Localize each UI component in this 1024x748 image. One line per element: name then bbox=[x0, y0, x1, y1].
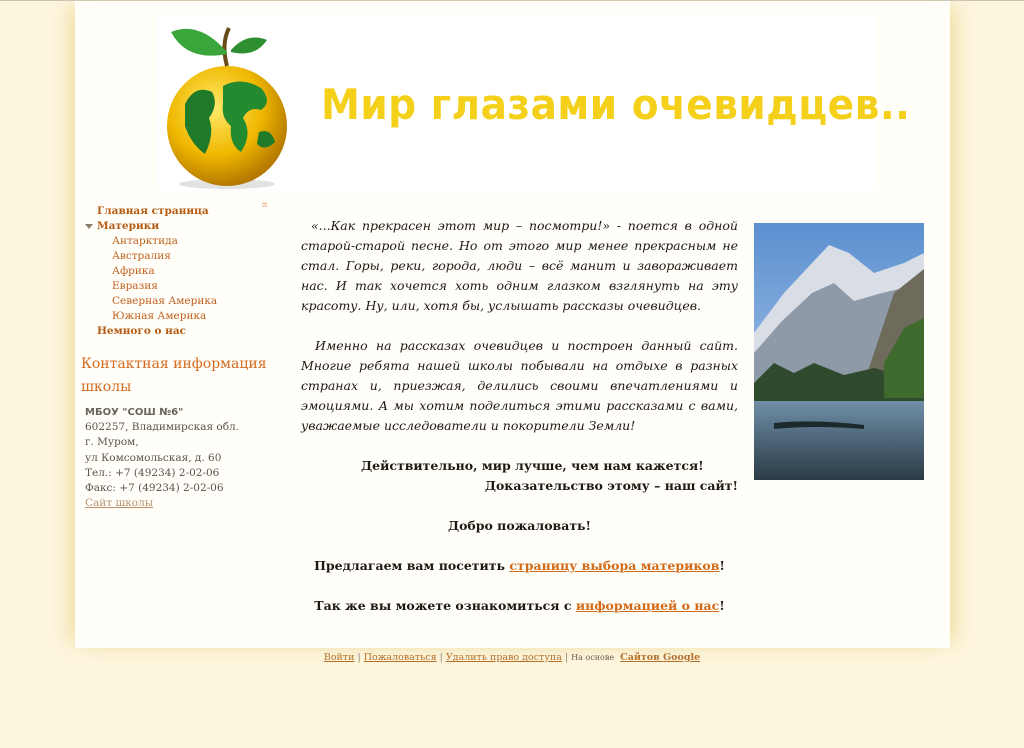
site-title: Мир глазами очевидцев.. bbox=[321, 80, 911, 129]
intro-paragraph: «...Как прекрасен этот мир – посмотри!» - поется в одной старой-старой песне. Но от этого мир менее прекрасным не стал. Горы, реки, города, люди – всё манит и завораживает нас. И так хочется хоть одним глазком взглянуть на эту красоту. Ну, или, хотя бы, услышать рассказы очевидцев. bbox=[301, 218, 738, 313]
main-content bbox=[301, 216, 738, 616]
remove-access-link[interactable]: Удалить право доступа bbox=[445, 652, 562, 663]
based-on-text: На основе bbox=[571, 653, 615, 662]
separator: | bbox=[357, 652, 361, 663]
info-text: Так же вы можете ознакомиться с bbox=[314, 598, 576, 613]
offer-punct: ! bbox=[719, 558, 725, 573]
expand-triangle-icon[interactable] bbox=[85, 224, 93, 229]
google-sites-link[interactable]: Сайтов Google bbox=[620, 652, 701, 663]
slogan-line-1: Действительно, мир лучше, чем нам кажется! bbox=[361, 458, 704, 473]
about-us-link[interactable]: информацией о нас bbox=[575, 598, 720, 613]
info-punct: ! bbox=[719, 598, 725, 613]
nav-materials-label: Материки bbox=[97, 220, 160, 232]
page-container bbox=[75, 1, 950, 648]
contact-title: Контактная информация школы bbox=[81, 356, 267, 395]
nav-item-antarctica[interactable]: Антарктида bbox=[112, 235, 178, 247]
nav-materials[interactable] bbox=[85, 219, 285, 234]
contact-info bbox=[85, 405, 285, 511]
contact-line: ул Комсомольская, д. 60 bbox=[85, 451, 222, 464]
offer-line bbox=[301, 556, 738, 576]
welcome-text: Добро пожаловать! bbox=[447, 518, 592, 533]
nav-item-eurasia[interactable]: Евразия bbox=[112, 280, 158, 292]
contact-line: 602257, Владимирская обл. bbox=[85, 421, 240, 434]
continents-link[interactable]: страницу выбора материков bbox=[509, 558, 720, 573]
login-link[interactable]: Войти bbox=[323, 652, 355, 663]
sidebar-nav bbox=[85, 204, 285, 339]
nav-about[interactable]: Немного о нас bbox=[97, 325, 187, 337]
school-name: МБОУ "СОШ №6" bbox=[85, 407, 184, 418]
school-site-link[interactable]: Сайт школы bbox=[85, 497, 154, 510]
nav-item-north-america[interactable]: Северная Америка bbox=[112, 295, 218, 307]
apple-globe-logo bbox=[157, 14, 297, 190]
nav-item-australia[interactable]: Австралия bbox=[112, 250, 171, 262]
contact-fax: Факс: +7 (49234) 2-02-06 bbox=[85, 482, 224, 495]
report-link[interactable]: Пожаловаться bbox=[363, 652, 437, 663]
nav-home[interactable]: Главная страница bbox=[97, 205, 209, 217]
contact-phone: Тел.: +7 (49234) 2-02-06 bbox=[85, 466, 220, 479]
separator: | bbox=[439, 652, 443, 663]
nav-item-south-america[interactable]: Южная Америка bbox=[112, 310, 207, 322]
offer-text: Предлагаем вам посетить bbox=[314, 558, 510, 573]
footer bbox=[0, 652, 1024, 663]
contact-line: г. Муром, bbox=[85, 436, 139, 449]
mountain-lake-photo bbox=[754, 223, 924, 480]
site-header bbox=[157, 14, 911, 190]
slogan-line-2: Доказательство этому – наш сайт! bbox=[484, 478, 738, 493]
separator: | bbox=[564, 652, 569, 663]
nav-item-africa[interactable]: Африка bbox=[112, 265, 155, 277]
info-line bbox=[301, 596, 738, 616]
about-paragraph: Именно на рассказах очевидцев и построен данный сайт. Многие ребята нашей школы побывали на отдыхе в разных странах и, приезжая, делились своими впечатлениями и эмоциями. А мы хотим поделиться этими рассказами с вами, уважаемые исследователи и покорители Земли! bbox=[301, 338, 738, 433]
